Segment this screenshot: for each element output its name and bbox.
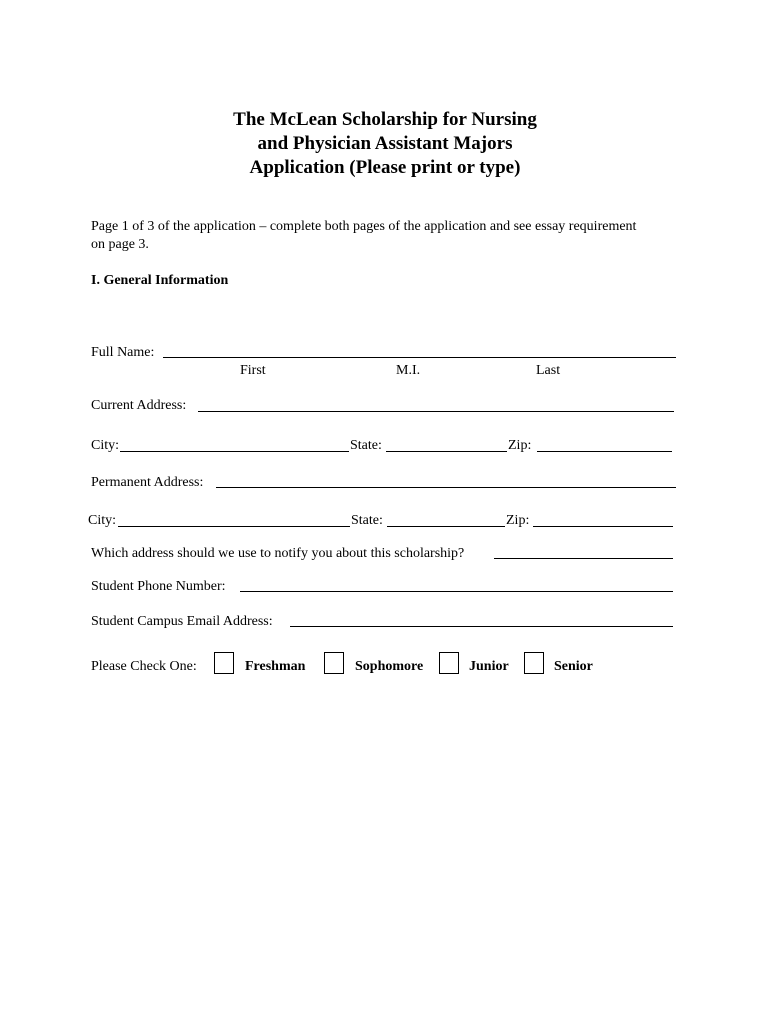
permanent-state-label: State: xyxy=(351,513,383,528)
notify-input[interactable] xyxy=(494,558,673,559)
notify-label: Which address should we use to notify you about this scholarship? xyxy=(91,546,465,561)
freshman-label: Freshman xyxy=(245,659,306,674)
permanent-zip-input[interactable] xyxy=(533,526,673,527)
form-title xyxy=(0,108,770,180)
title-line-2: and Physician Assistant Majors xyxy=(257,133,513,154)
senior-checkbox[interactable] xyxy=(524,652,544,674)
zip-input[interactable] xyxy=(537,451,672,452)
state-label: State: xyxy=(350,438,382,453)
senior-label: Senior xyxy=(554,659,593,674)
sophomore-label: Sophomore xyxy=(355,659,424,674)
junior-label: Junior xyxy=(469,659,509,674)
title-line-1: The McLean Scholarship for Nursing xyxy=(233,109,537,130)
section-heading: I. General Information xyxy=(91,273,229,288)
phone-label: Student Phone Number: xyxy=(91,579,226,594)
name-first-caption: First xyxy=(240,363,266,378)
zip-label: Zip: xyxy=(508,438,532,453)
intro-line-2: on page 3. xyxy=(91,237,149,252)
permanent-city-label: City: xyxy=(88,513,117,528)
city-label: City: xyxy=(91,438,120,453)
check-one-label: Please Check One: xyxy=(91,659,197,674)
permanent-zip-label: Zip: xyxy=(506,513,530,528)
full-name-input[interactable] xyxy=(163,357,676,358)
email-label: Student Campus Email Address: xyxy=(91,614,273,629)
junior-checkbox[interactable] xyxy=(439,652,459,674)
name-mi-caption: M.I. xyxy=(396,363,421,378)
permanent-state-input[interactable] xyxy=(387,526,505,527)
sophomore-checkbox[interactable] xyxy=(324,652,344,674)
intro-line-1: Page 1 of 3 of the application – complete both pages of the application and see essay requirement xyxy=(91,219,637,234)
email-input[interactable] xyxy=(290,626,673,627)
state-input[interactable] xyxy=(386,451,507,452)
name-last-caption: Last xyxy=(536,363,561,378)
title-line-3: Application (Please print or type) xyxy=(249,157,521,178)
full-name-label: Full Name: xyxy=(91,345,155,360)
freshman-checkbox[interactable] xyxy=(214,652,234,674)
phone-input[interactable] xyxy=(240,591,673,592)
current-address-input[interactable] xyxy=(198,411,674,412)
permanent-city-input[interactable] xyxy=(118,526,350,527)
permanent-address-label: Permanent Address: xyxy=(91,475,204,490)
city-input[interactable] xyxy=(120,451,349,452)
permanent-address-input[interactable] xyxy=(216,487,676,488)
current-address-label: Current Address: xyxy=(91,398,187,413)
